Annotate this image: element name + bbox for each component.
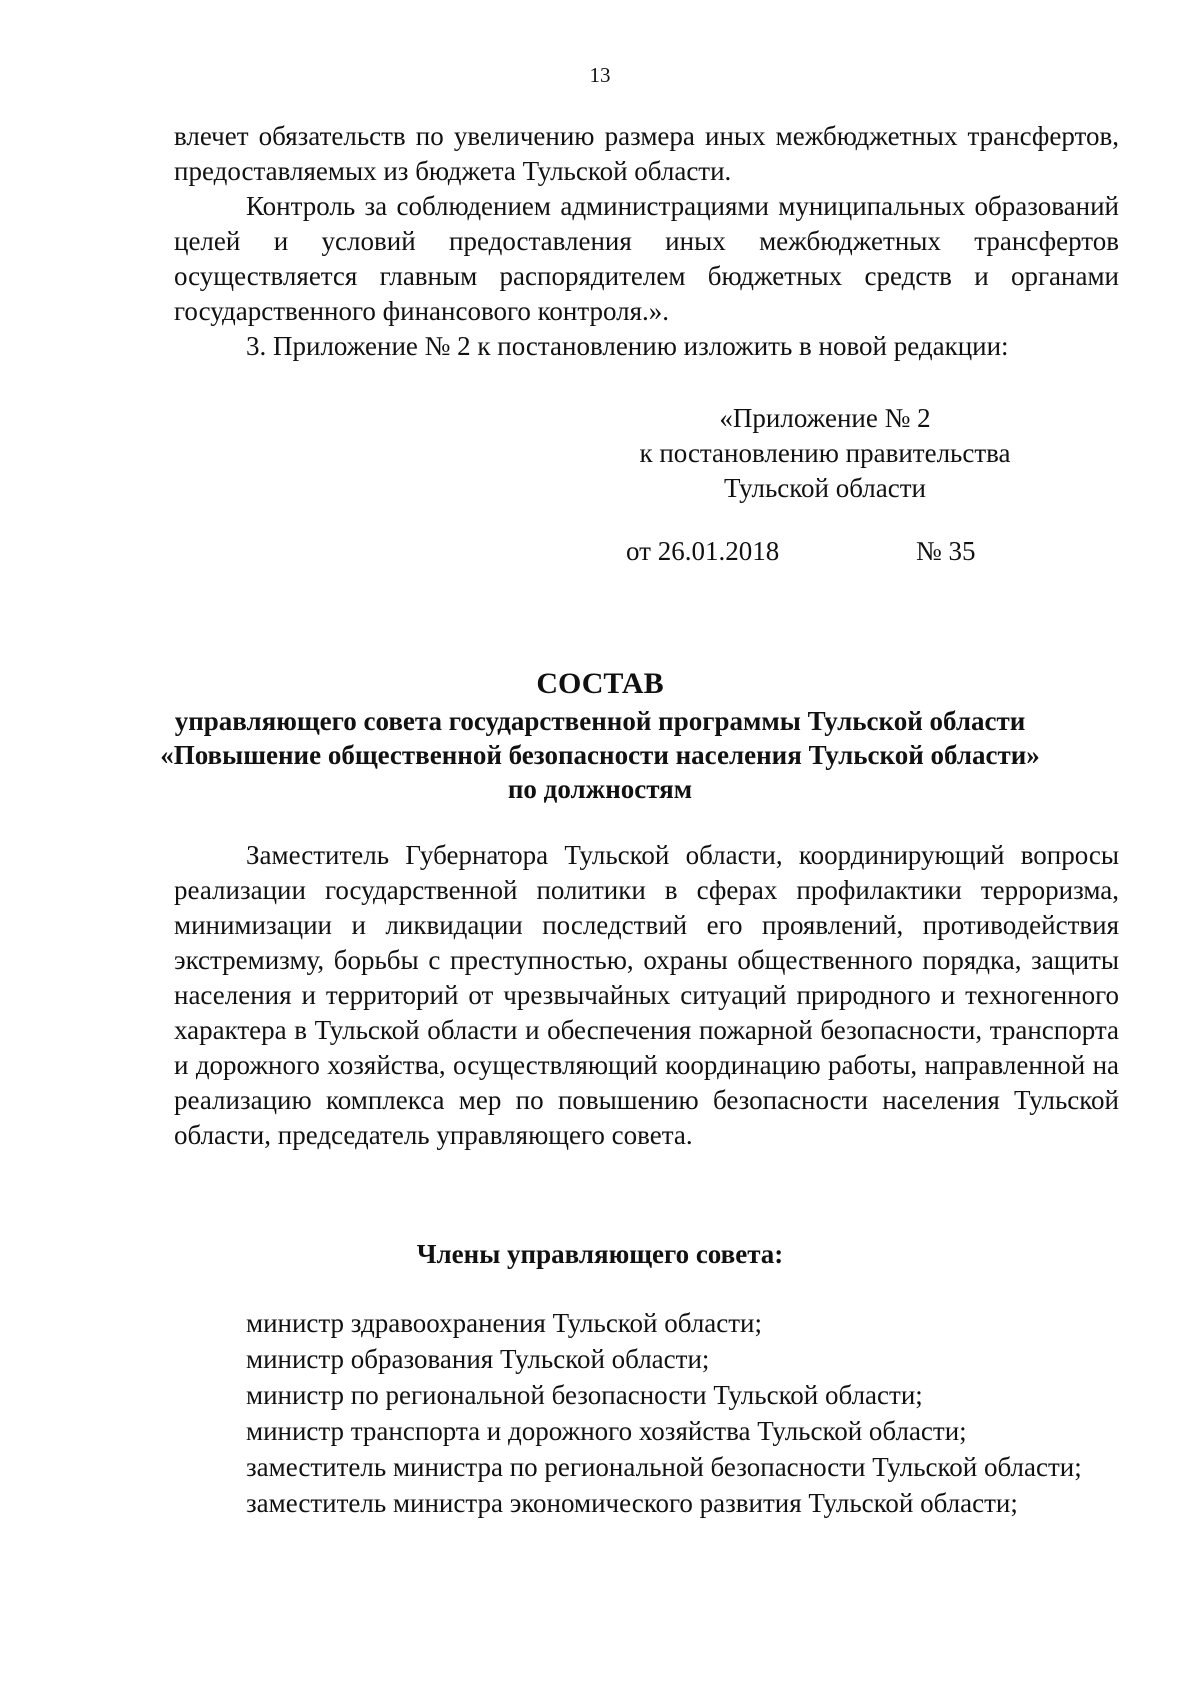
page-number: 13 (589, 63, 611, 87)
appendix-number: № 35 (916, 536, 976, 566)
appendix-header (610, 401, 1040, 506)
appendix-line: Тульской области (724, 473, 926, 503)
appendix-line: к постановлению правительства (639, 438, 1011, 468)
chairman-paragraph: Заместитель Губернатора Тульской области, координирующий вопросы реализации государственной политики в сферах профилактики терроризма, минимизации и ликвидации последствий его проявлений, противодействия экстремизму, борьбы с преступностью, охраны общественного порядка, защиты населения и территорий от чрезвычайных ситуаций природного и техногенного характера в Тульской области и обеспечения пожарной безопасности, транспорта и дорожного хозяйства, осуществляющий координацию работы, направленной на реализацию комплекса мер по повышению безопасности населения Тульской области, председатель управляющего совета. (174, 840, 1119, 1150)
intro-paragraph: влечет обязательств по увеличению размера иных межбюджетных трансфертов, предоставляемых из бюджета Тульской области. (174, 121, 1119, 186)
members-list (246, 1305, 1146, 1521)
intro-text (174, 119, 1119, 364)
list-item: министр здравоохранения Тульской области; (246, 1308, 763, 1338)
title-line: «Повышение общественной безопасности населения Тульской области» (160, 740, 1040, 770)
title-line: по должностям (507, 774, 693, 804)
title-line: управляющего совета государственной программы Тульской области (174, 706, 1026, 736)
document-title (0, 664, 1200, 806)
list-item: министр образования Тульской области; (246, 1344, 710, 1374)
appendix-line: «Приложение № 2 (719, 403, 931, 433)
list-item: министр транспорта и дорожного хозяйства Тульской области; (246, 1416, 967, 1446)
list-item: министр по региональной безопасности Тульской области; (246, 1380, 923, 1410)
title-main: СОСТАВ (536, 667, 664, 700)
appendix-date: от 26.01.2018 (626, 536, 780, 566)
intro-paragraph: Контроль за соблюдением администрациями муниципальных образований целей и условий предоставления иных межбюджетных трансфертов осуществляется главным распорядителем бюджетных средств и органами государственного финансового контроля.». (174, 191, 1119, 326)
chairman-section (174, 838, 1119, 1153)
list-item: заместитель министра экономического развития Тульской области; (246, 1488, 1018, 1518)
members-heading: Члены управляющего совета: (416, 1239, 784, 1269)
intro-paragraph: 3. Приложение № 2 к постановлению изложить в новой редакции: (246, 331, 1009, 361)
list-item: заместитель министра по региональной безопасности Тульской области; (246, 1452, 1082, 1482)
